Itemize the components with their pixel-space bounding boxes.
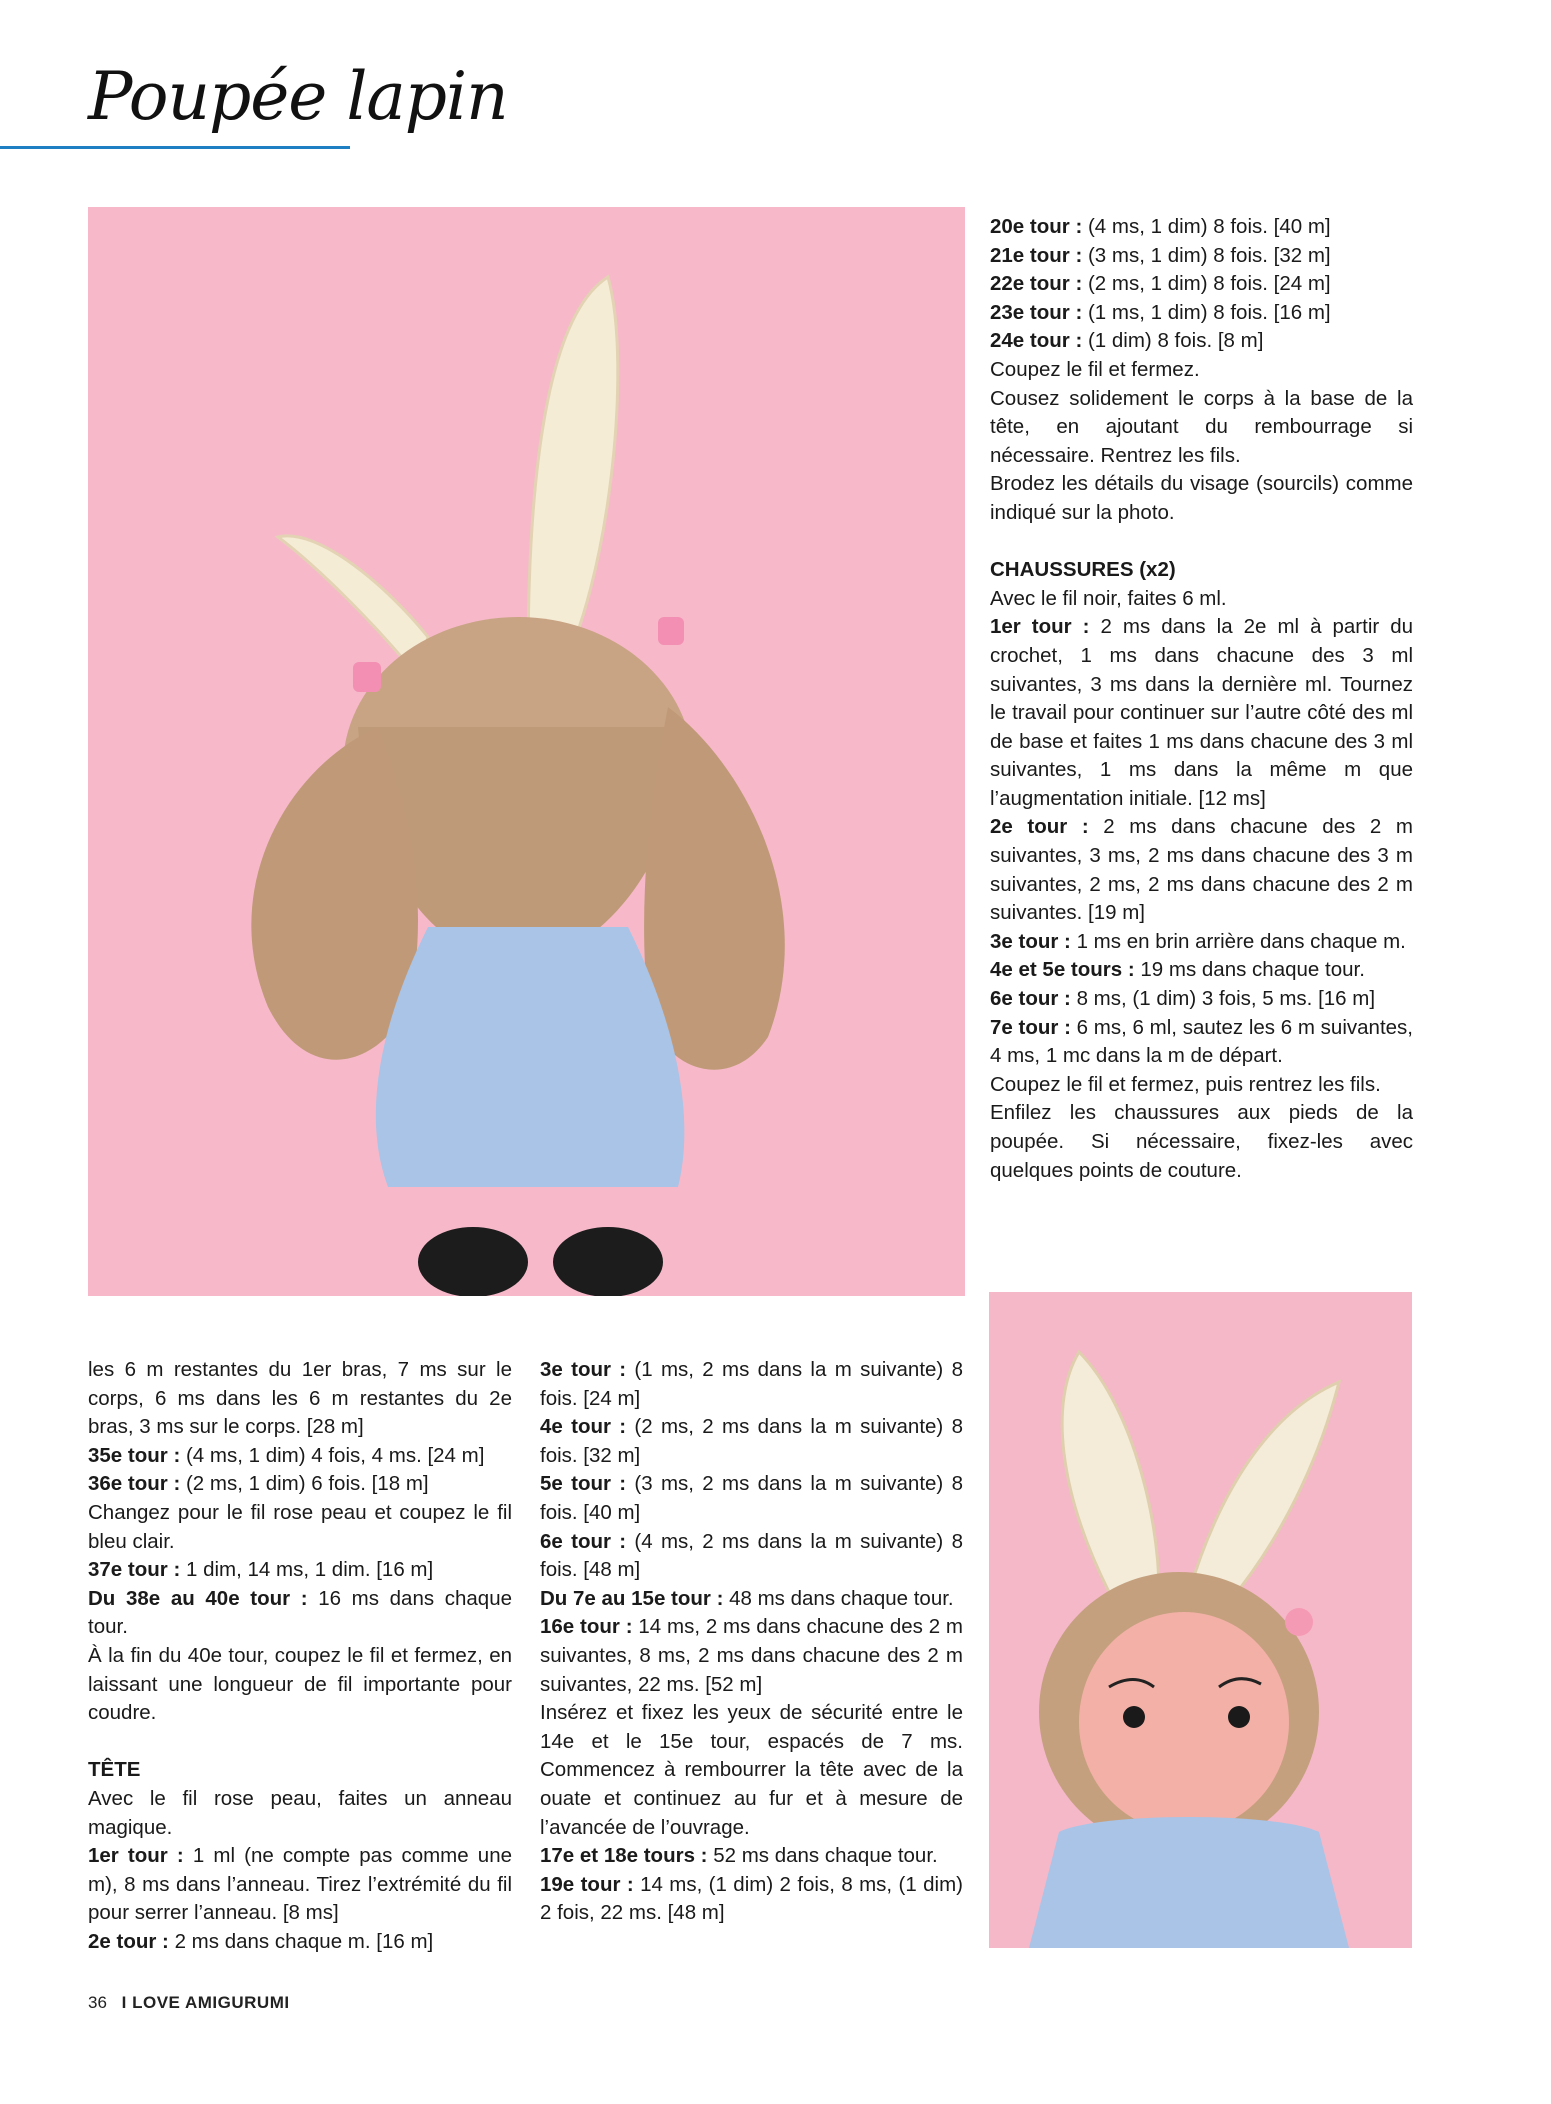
round-label: 36e tour : [88,1472,186,1496]
page-number: 36 [88,1993,107,2012]
pattern-line [88,1585,512,1642]
instruction-text: Coupez le fil et fermez. [990,357,1200,381]
pattern-line [990,985,1413,1014]
section-heading: TÊTE [88,1758,141,1782]
instruction-text: Coupez le fil et fermez, puis rentrez les fils. [990,1072,1381,1096]
round-label: 1er tour : [88,1844,193,1868]
round-label: 1er tour : [990,615,1101,639]
instruction-text: (3 ms, 2 ms dans la m suivante) 8 fois. [40 m] [540,1472,963,1524]
instruction-text: Avec le fil rose peau, faites un anneau magique. [88,1786,512,1839]
round-label: 6e tour : [990,987,1077,1011]
round-label: 17e et 18e tours : [540,1844,714,1868]
pattern-line [88,1470,512,1499]
instruction-text: (2 ms, 1 dim) 8 fois. [24 m] [1087,272,1331,296]
round-label: 16e tour : [540,1615,639,1639]
pattern-line [88,1928,512,1957]
pattern-line [990,1014,1413,1071]
round-label: 35e tour : [88,1443,186,1467]
instruction-text: Insérez et fixez les yeux de sécurité entre le 14e et le 15e tour, espacés de 7 ms. Commencez à rembourrer la tête avec de la ouate et continuez au fur et à mesure de l’avancée de l’ouvrage. [540,1701,963,1839]
instruction-text: (1 ms, 2 ms dans la m suivante) 8 fois. [24 m] [540,1358,963,1410]
pattern-line [990,585,1413,614]
pattern-line [540,1470,963,1527]
instruction-text: les 6 m restantes du 1er bras, 7 ms sur le corps, 6 ms dans les 6 m restantes du 2e bras, 3 ms sur le corps. [28 m] [88,1358,512,1439]
pattern-column-left [88,1356,512,1956]
round-label: 24e tour : [990,329,1088,353]
pattern-line [88,1356,512,1442]
pattern-column-right [990,213,1413,1185]
instruction-text: Brodez les détails du visage (sourcils) comme indiqué sur la photo. [990,472,1413,524]
title-underline [0,146,350,149]
round-label: 2e tour : [990,815,1104,839]
round-label: 7e tour : [990,1015,1077,1039]
photo-doll-front [989,1292,1412,1948]
pattern-line [990,613,1413,813]
pattern-line [990,327,1413,356]
instruction-text: Cousez solidement le corps à la base de la tête, en ajoutant du rembourrage si nécessaire. Rentrez les fils. [990,386,1413,467]
pattern-line [540,1528,963,1585]
round-label: 22e tour : [990,272,1088,296]
instruction-text: (2 ms, 1 dim) 6 fois. [18 m] [185,1472,429,1496]
pattern-line [990,470,1413,527]
pattern-line [540,1356,963,1413]
instruction-text: 19 ms dans chaque tour. [1140,958,1365,982]
instruction-text: Enfilez les chaussures aux pieds de la poupée. Si nécessaire, fixez-les avec quelques points de couture. [990,1101,1413,1182]
instruction-text: 1 ms en brin arrière dans chaque m. [1076,929,1406,953]
pattern-line [990,956,1413,985]
instruction-text: Changez pour le fil rose peau et coupez le fil bleu clair. [88,1500,512,1553]
round-label: 4e et 5e tours : [990,958,1141,982]
round-label: 3e tour : [990,929,1077,953]
pattern-line [990,299,1413,328]
instruction-text: 16 ms dans chaque tour. [88,1586,512,1639]
pattern-line [540,1413,963,1470]
instruction-text: 52 ms dans chaque tour. [713,1844,938,1868]
page-title: Poupée lapin [88,58,508,135]
instruction-text: À la fin du 40e tour, coupez le fil et fermez, en laissant une longueur de fil importante pour coudre. [88,1643,512,1725]
section-heading: CHAUSSURES (x2) [990,558,1176,582]
photo-doll-back [88,207,965,1296]
instruction-text: 2 ms dans la 2e ml à partir du crochet, 1 ms dans chacune des 3 ml suivantes, 3 ms dans la dernière ml. Tournez le travail pour continuer sur l’autre côté des ml de base et faites 1 ms dans chacune des 3 ml suivantes, 1 ms dans la même m que l’augmentation initiale. [12 ms] [990,615,1414,810]
pattern-line [990,928,1413,957]
pattern-line [88,1499,512,1556]
pattern-line [540,1699,963,1842]
round-label: 5e tour : [540,1472,635,1496]
pattern-line [990,1071,1413,1100]
pattern-line [540,1585,963,1614]
pattern-line [990,385,1413,471]
round-label: 20e tour : [990,215,1088,238]
pattern-line [540,1613,963,1699]
pattern-line [540,1871,963,1928]
magazine-name: I LOVE AMIGURUMI [121,1993,290,2012]
round-label: Du 7e au 15e tour : [540,1586,730,1610]
round-label: 21e tour : [990,243,1088,267]
instruction-text: (3 ms, 1 dim) 8 fois. [32 m] [1087,243,1331,267]
pattern-line [88,1642,512,1728]
round-label: 6e tour : [540,1529,635,1553]
pattern-line [540,1842,963,1871]
round-label: 3e tour : [540,1358,635,1381]
page-footer [88,1993,290,2013]
round-label: 37e tour : [88,1558,186,1582]
pattern-line [990,213,1413,242]
pattern-line [88,1842,512,1928]
pattern-line [990,270,1413,299]
instruction-text: 8 ms, (1 dim) 3 fois, 5 ms. [16 m] [1076,987,1376,1011]
pattern-line [88,1785,512,1842]
instruction-text: 2 ms dans chacune des 2 m suivantes, 3 ms, 2 ms dans chacune des 3 m suivantes, 2 ms, 2 ms dans chacune des 2 m suivantes. [19 m] [990,815,1413,925]
instruction-text: 48 ms dans chaque tour. [729,1586,954,1610]
instruction-text: (1 dim) 8 fois. [8 m] [1087,329,1264,353]
pattern-line [990,356,1413,385]
round-label: 23e tour : [990,300,1088,324]
instruction-text: 6 ms, 6 ml, sautez les 6 m suivantes, 4 ms, 1 mc dans la m de départ. [990,1015,1413,1068]
pattern-line [88,1442,512,1471]
instruction-text: (4 ms, 1 dim) 4 fois, 4 ms. [24 m] [185,1443,485,1467]
instruction-text: (1 ms, 1 dim) 8 fois. [16 m] [1087,300,1331,324]
instruction-text: 1 ml (ne compte pas comme une m), 8 ms dans l’anneau. Tirez l’extrémité du fil pour serrer l’anneau. [8 ms] [88,1844,512,1925]
pattern-line [990,242,1413,271]
pattern-line [990,813,1413,927]
round-label: 19e tour : [540,1872,641,1896]
round-label: Du 38e au 40e tour : [88,1586,319,1610]
paragraph-gap [88,1728,512,1757]
round-label: 4e tour : [540,1415,635,1439]
instruction-text: 14 ms, 2 ms dans chacune des 2 m suivantes, 8 ms, 2 ms dans chacune des 2 m suivantes, 22 ms. [52 m] [540,1615,963,1696]
instruction-text: (4 ms, 2 ms dans la m suivante) 8 fois. [48 m] [540,1529,963,1582]
instruction-text: 14 ms, (1 dim) 2 fois, 8 ms, (1 dim) 2 fois, 22 ms. [48 m] [540,1872,963,1925]
doll-back-illustration [88,207,965,1296]
doll-front-illustration [989,1292,1412,1948]
instruction-text: (4 ms, 1 dim) 8 fois. [40 m] [1087,215,1331,238]
paragraph-gap [990,528,1413,557]
pattern-line [88,1556,512,1585]
pattern-line [990,1099,1413,1185]
instruction-text: 1 dim, 14 ms, 1 dim. [16 m] [185,1558,434,1582]
instruction-text: Avec le fil noir, faites 6 ml. [990,586,1227,610]
instruction-text: 2 ms dans chaque m. [16 m] [174,1929,434,1953]
pattern-column-middle [540,1356,963,1928]
instruction-text: (2 ms, 2 ms dans la m suivante) 8 fois. [32 m] [540,1415,963,1467]
round-label: 2e tour : [88,1929,175,1953]
